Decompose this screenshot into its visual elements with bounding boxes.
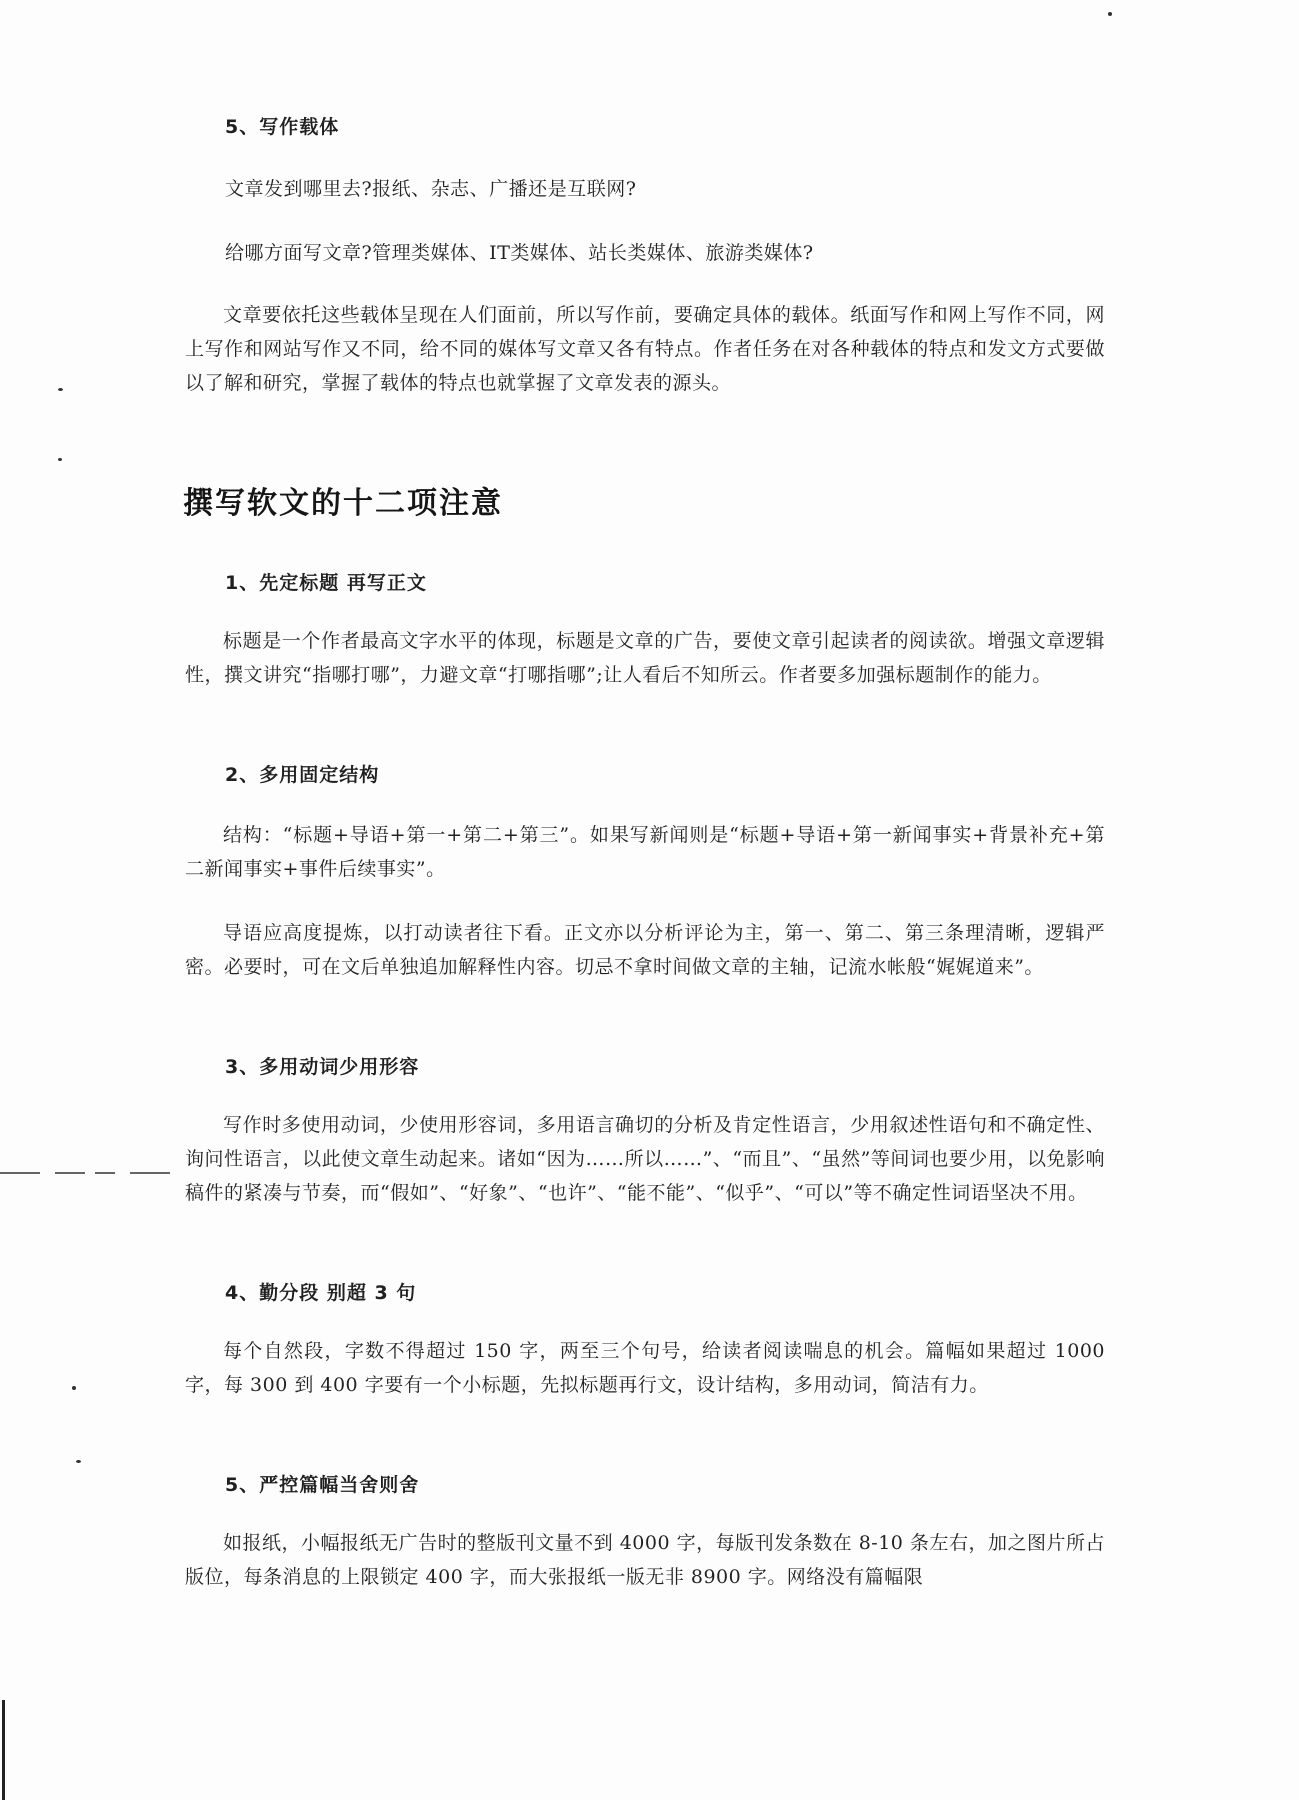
tip-4-paragraph: 每个自然段，字数不得超过 150 字，两至三个句号，给读者阅读喘息的机会。篇幅如果超过 1000 字，每 300 到 400 字要有一个小标题，先拟标题再行文，设计结构，多用动词，简洁有力。: [185, 1340, 1105, 1396]
scan-dash: [130, 1172, 170, 1174]
main-title: 撰写软文的十二项注意: [183, 486, 503, 521]
scan-dash: [0, 1172, 40, 1174]
scan-speck: [58, 388, 63, 391]
carrier-line-2: 给哪方面写文章?管理类媒体、IT类媒体、站长类媒体、旅游类媒体?: [225, 242, 814, 264]
tip-5-heading: 5、严控篇幅当舍则舍: [225, 1474, 420, 1496]
scan-speck: [76, 1460, 81, 1463]
scan-edge-line: [2, 1700, 5, 1800]
tip-2-paragraph-1: 结构：“标题+导语+第一+第二+第三”。如果写新闻则是“标题+导语+第一新闻事实+背景补充+第二新闻事实+事件后续事实”。: [185, 824, 1105, 880]
tip-5-paragraph: 如报纸，小幅报纸无广告时的整版刊文量不到 4000 字，每版刊发条数在 8-10 条左右，加之图片所占版位，每条消息的上限锁定 400 字，而大张报纸一版无非 8900 字。网络没有篇幅限: [185, 1532, 1105, 1588]
tip-1-paragraph: 标题是一个作者最高文字水平的体现，标题是文章的广告，要使文章引起读者的阅读欲。增强文章逻辑性，撰文讲究“指哪打哪”，力避文章“打哪指哪”;让人看后不知所云。作者要多加强标题制作的能力。: [185, 630, 1105, 686]
carrier-paragraph: 文章要依托这些载体呈现在人们面前，所以写作前，要确定具体的载体。纸面写作和网上写作不同，网上写作和网站写作又不同，给不同的媒体写文章又各有特点。作者任务在对各种载体的特点和发文方式要做以了解和研究，掌握了载体的特点也就掌握了文章发表的源头。: [185, 304, 1105, 394]
scan-speck: [1108, 12, 1112, 16]
scan-dash: [55, 1172, 85, 1174]
scan-speck: [58, 458, 62, 461]
scan-speck: [72, 1386, 76, 1390]
tip-2-paragraph-2: 导语应高度提炼，以打动读者往下看。正文亦以分析评论为主，第一、第二、第三条理清晰，逻辑严密。必要时，可在文后单独追加解释性内容。切忌不拿时间做文章的主轴，记流水帐般“娓娓道来”。: [185, 922, 1105, 978]
tip-2-heading: 2、多用固定结构: [225, 764, 380, 786]
scan-dash: [95, 1172, 115, 1174]
tip-3-heading: 3、多用动词少用形容: [225, 1056, 420, 1078]
tip-4-heading: 4、勤分段 别超 3 句: [225, 1282, 417, 1304]
tip-3-paragraph: 写作时多使用动词，少使用形容词，多用语言确切的分析及肯定性语言，少用叙述性语句和不确定性、询问性语言，以此使文章生动起来。诸如“因为……所以……”、“而且”、“虽然”等间词也要少用，以免影响稿件的紧凑与节奏，而“假如”、“好象”、“也许”、“能不能”、“似乎”、“可以”等不确定性词语坚决不用。: [185, 1114, 1105, 1204]
carrier-heading: 5、写作载体: [225, 116, 340, 138]
tip-1-heading: 1、先定标题 再写正文: [225, 572, 427, 594]
carrier-line-1: 文章发到哪里去?报纸、杂志、广播还是互联网?: [225, 178, 637, 200]
